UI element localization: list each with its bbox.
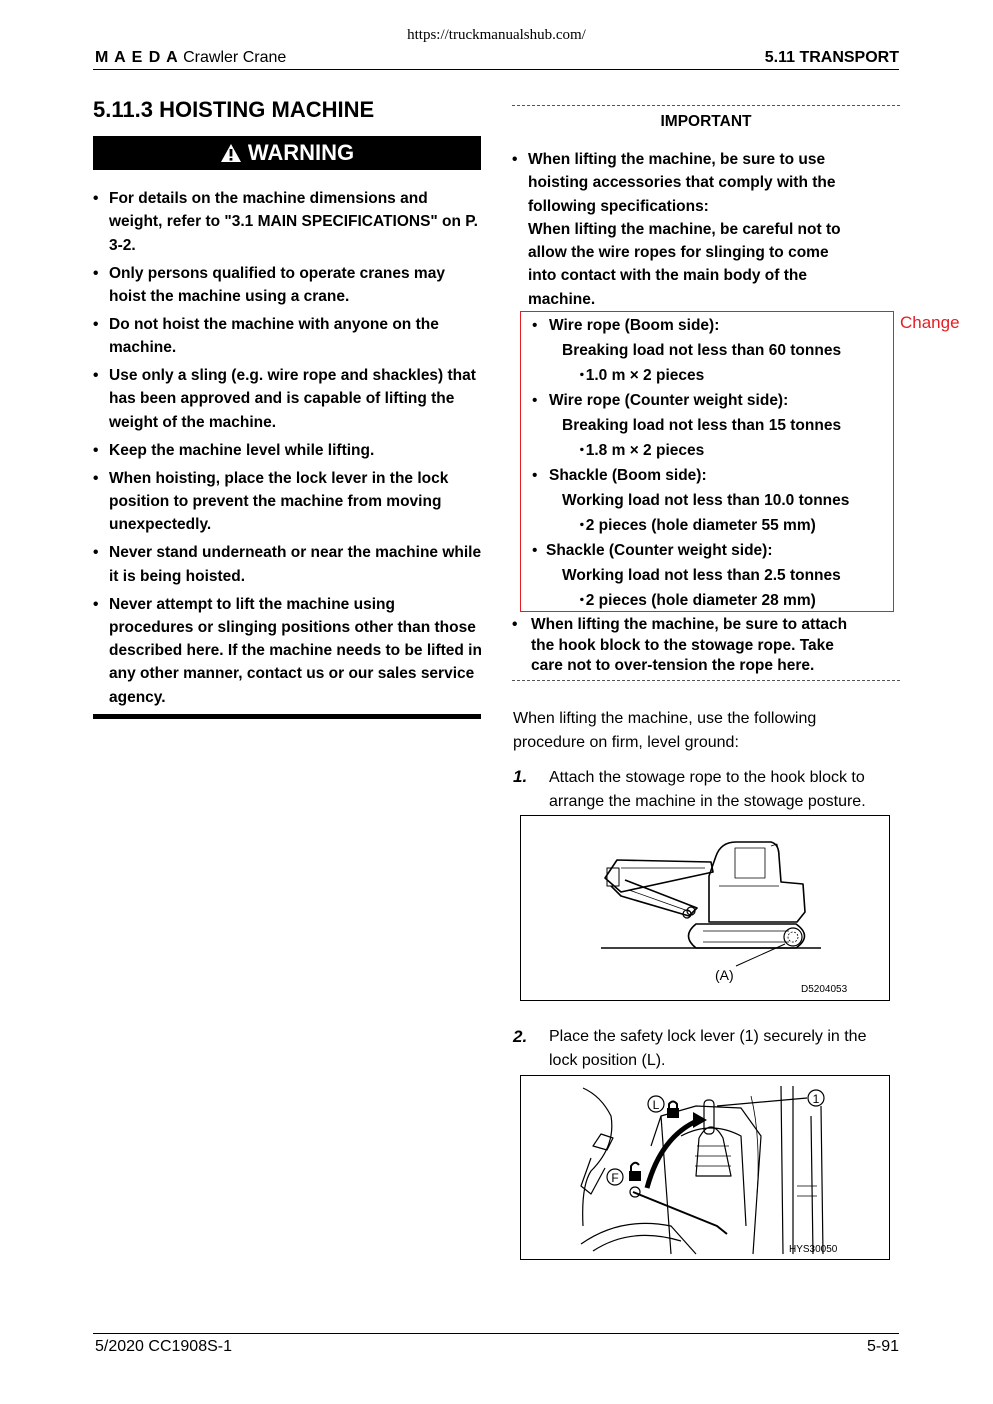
spec-name: Shackle (Boom side): [549,467,707,484]
bullet: • [532,317,538,334]
important-last-item [512,615,921,677]
brand-name: M A E D A [95,49,179,66]
important-top-rule [512,105,900,106]
spec-load: Working load not less than 10.0 tonnes [562,492,850,509]
last-item-line: When lifting the machine, be sure to attach [531,616,848,633]
warning-item: • Never stand underneath or near the machine while it is being hoisted. [93,541,483,588]
warning-bottom-rule [93,714,481,719]
intro-line: When lifting the machine, use the following [513,710,817,727]
figure-code: D5204053 [801,984,848,995]
step-text [549,766,909,813]
lock-lever-illustration [521,1076,889,1259]
step-line: arrange the machine in the stowage posture. [549,792,866,810]
last-item-line: care not to over-tension the rope here. [531,657,815,674]
step-line: Place the safety lock lever (1) securely in the [549,1028,867,1045]
important-bottom-rule [512,680,900,681]
crane-stowage-illustration [521,816,889,1000]
warning-item: • When hoisting, place the lock lever in the lock position to prevent the machine from moving unexpectedly. [93,467,483,537]
bullet: • [532,542,538,559]
spec-name: Wire rope (Boom side): [549,317,720,334]
intro-line: machine. [528,290,596,308]
spec-load: Working load not less than 2.5 tonnes [562,567,841,584]
warning-item: • Never attempt to lift the machine using procedures or slinging positions other than those described here. If the machine needs to be lifted in any other manner, contact us or our sales service agency. [93,593,483,709]
page-number: 5-91 [866,1338,899,1355]
header-section: 5.11 TRANSPORT [764,49,899,66]
spec-qty: ･2 pieces (hole diameter 55 mm) [578,517,816,534]
spec-wire-rope-counterweight [532,388,841,463]
important-label: IMPORTANT [660,113,752,130]
procedure-intro [513,707,903,754]
intro-line: allow the wire ropes for slinging to come [528,244,829,262]
bullet: • [532,467,538,484]
product-name: Crawler Crane [183,49,287,66]
source-url: https://truckmanualshub.com/ [407,27,586,43]
callout-f: F [611,1171,619,1185]
intro-line: When lifting the machine, be careful not to [528,220,841,238]
spec-qty: ･1.8 m × 2 pieces [578,442,705,459]
spec-wire-rope-boom [532,313,841,388]
bullet: • [512,151,518,168]
header-rule [93,69,899,70]
spec-name: Shackle (Counter weight side): [546,542,773,559]
section-title: 5.11.3 HOISTING MACHINE [93,97,375,122]
warning-label: WARNING [247,140,355,165]
last-item-line: the hook block to the stowage rope. Take [531,636,834,654]
spec-name: Wire rope (Counter weight side): [549,392,789,409]
figure-stowage-posture [520,815,890,1001]
callout-a: (A) [715,967,734,983]
bullet: • [512,616,518,633]
bullet: • [532,392,538,409]
spec-shackle-counterweight [532,538,841,613]
step-line: Attach the stowage rope to the hook block to [549,769,865,786]
warning-item: • Only persons qualified to operate cranes may hoist the machine using a crane. [93,262,483,309]
change-label: Change [900,313,960,332]
spec-load: Breaking load not less than 60 tonnes [562,342,842,359]
spec-shackle-boom [532,463,849,538]
footer-doc-id: 5/2020 CC1908S-1 [95,1338,232,1355]
intro-line: hoisting accessories that comply with the [528,174,836,192]
footer-rule [93,1333,899,1334]
step-number: 2. [513,1027,528,1046]
figure-code: HYS30050 [789,1244,838,1255]
lock-open-icon [629,1163,641,1181]
step-line: lock position (L). [549,1051,666,1069]
callout-1: 1 [812,1092,820,1106]
warning-item: • Do not hoist the machine with anyone on the machine. [93,313,483,360]
step-text [549,1025,909,1072]
intro-line: into contact with the main body of the [528,267,807,285]
warning-banner [93,136,481,170]
warning-item: • Keep the machine level while lifting. [93,439,483,462]
intro-line: following specifications: [528,197,709,215]
warning-item: • Use only a sling (e.g. wire rope and shackles) that has been approved and is capable of lifting the weight of the machine. [93,364,483,434]
important-intro [512,148,918,311]
step-number: 1. [513,767,528,786]
figure-lock-lever [520,1075,890,1260]
lock-closed-icon [667,1102,679,1119]
intro-line: procedure on firm, level ground: [513,733,739,751]
warning-triangle-icon [220,143,242,163]
spec-load: Breaking load not less than 15 tonnes [562,417,842,434]
spec-qty: ･1.0 m × 2 pieces [578,367,705,384]
warning-list [93,187,483,714]
warning-item: • For details on the machine dimensions and weight, refer to "3.1 MAIN SPECIFICATIONS" on P. 3-2. [93,187,483,257]
header-brand-line [95,49,286,67]
intro-line: When lifting the machine, be sure to use [528,151,826,168]
callout-l: L [652,1098,660,1112]
spec-qty: ･2 pieces (hole diameter 28 mm) [578,592,816,609]
